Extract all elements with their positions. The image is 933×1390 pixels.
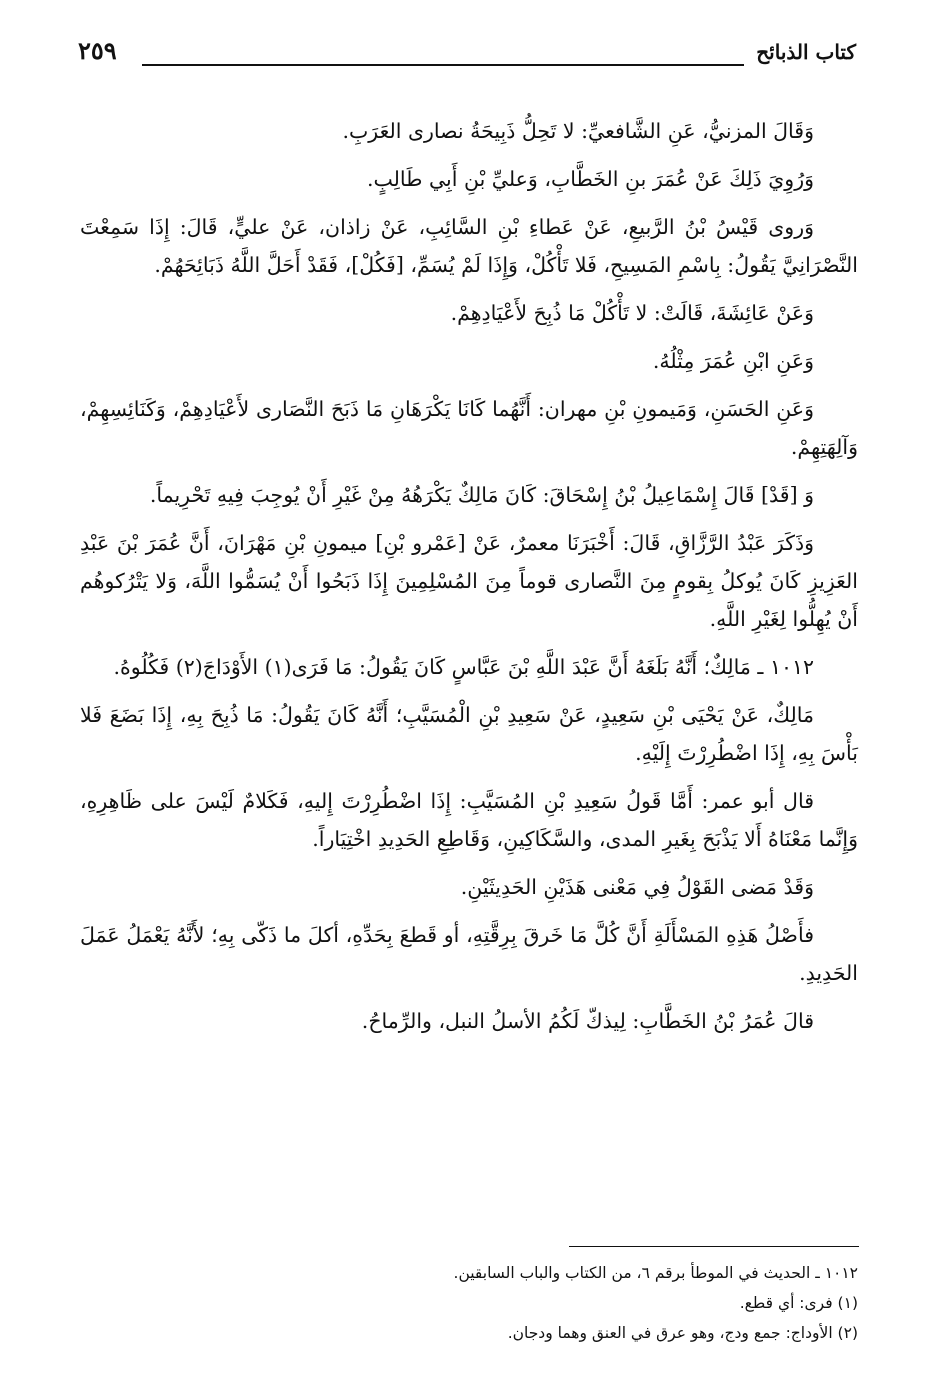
running-header [78,36,856,76]
paragraph: وَعَنِ الحَسَنِ، وَمَيمونِ بْنِ مهران: أَنَّهُما كَانَا يَكْرَهَانِ مَا ذَبَحَ النَّصَارى لأَعْيَادِهِمْ، وَكَنَائِسِهِمْ، وَآلِهَتِهِمْ. [80,397,858,459]
paragraph: وَذَكَرَ عَبْدُ الرَّزَّاقِ، قَالَ: أَخْبَرَنَا معمرٌ، عَنْ [عَمْرو بْنِ] ميمونِ بْنِ مَهْرَانَ، أَنَّ عُمَرَ بْنَ عَبْدِ العَزِيزِ كَانَ يُوكلُ بِقومٍ مِنَ النَّصارى قوماً مِنَ المُسْلِمِينَ إِذَا ذَبَحُوا أَنْ يُسَمُّوا اللَّهَ، وَلا يَتْرُكوهُم أَنْ يُهِلُّوا لِغَيْرِ اللَّهِ. [80,531,858,631]
footnote-rule [569,1246,859,1247]
main-text [80,112,858,1050]
chapter-title: كتاب الذبائح [756,40,856,64]
paragraph: فأَصْلُ هَذِهِ المَسْأَلَةِ أَنَّ كُلَّ مَا خَرقَ بِرِقَّتِهِ، أو قَطعَ بِحَدِّهِ، أكلَ ما ذَكّى بِهِ؛ لأَنَّهُ يَعْمَلُ عَمَلَ الحَدِيدِ. [80,923,858,985]
footnote: (٢) الأوداج: جمع ودج، وهو عرق في العنق وهما ودجان. [507,1324,858,1342]
page-number: ٢٥٩ [78,36,117,65]
paragraph: مَالِكٌ، عَنْ يَحْيَى بْنِ سَعِيدٍ، عَنْ سَعِيدِ بْنِ الْمُسَيَّبِ؛ أَنَّهُ كَانَ يَقُولُ: مَا ذُبِحَ بِهِ، إِذَا بَضَعَ فَلا بَأْسَ بِهِ، إِذَا اضْطُرِرْتَ إِلَيْهِ. [80,703,858,765]
commentary-paragraph: قال أبو عمر: أَمَّا قَولُ سَعِيدِ بْنِ المُسَيَّبِ: إِذَا اضْطُرِرْتَ إِليهِ، فَكَلامٌ لَيْسَ على ظَاهِرِهِ، وَإِنَّما مَعْنَاهُ أَلا يَذْبَحَ بِغَيرِ المدى، والسَّكَاكِينِ، وَقَاطِعِ الحَدِيدِ اخْتِيَاراً. [80,789,858,851]
paragraph: وَ [قَدْ] قَالَ إِسْمَاعِيلُ بْنُ إِسْحَاقَ: كَانَ مَالِكٌ يَكْرَهُهُ مِنْ غَيْرِ أَنْ يُوجِبَ فِيهِ تَحْرِيماً. [149,483,814,507]
hadith-paragraph: ١٠١٢ ـ مَالِكٌ؛ أَنَّهُ بَلَغَهُ أَنَّ عَبْدَ اللَّهِ بْنَ عَبَّاسٍ كَانَ يَقُولُ: مَا فَرَى(١) الأَوْدَاجَ(٢) فَكُلُوهُ. [113,655,814,679]
paragraph: وَقَالَ المزنيُّ، عَنِ الشَّافعيِّ: لا تَحِلُّ ذَبِيحَةُ نصارى العَرَبِ. [342,119,814,143]
footnote: ١٠١٢ ـ الحديث في الموطأ برقم ٦، من الكتاب والباب السابقين. [453,1264,858,1282]
footnote: (١) فرى: أي قطع. [739,1294,858,1312]
footnotes [80,1258,858,1348]
paragraph: قالَ عُمَرُ بْنُ الخَطَّابِ: لِيذكّ لَكُمُ الأسلُ النبل، والرِّماحُ. [361,1009,814,1033]
header-rule [142,64,744,66]
paragraph: وَعَنِ ابْنِ عُمَرَ مِثْلُهُ. [652,349,814,373]
paragraph: وَرُوِيَ ذَلِكَ عَنْ عُمَرَ بنِ الخَطَّابِ، وَعليِّ بْنِ أَبِي طَالِبٍ. [367,167,814,191]
paragraph: وَعَنْ عَائِشَةَ، قَالَتْ: لا تَأْكُلْ مَا ذُبِحَ لأَعْيَادِهِمْ. [450,301,814,325]
paragraph: وَروى قَيْسُ بْنُ الرَّبيعِ، عَنْ عَطاءِ بْنِ السَّائِبِ، عَنْ زاذان، عَنْ عليٍّ، قَالَ: إِذَا سَمِعْتَ النَّصْرَانِيَّ يَقُولُ: بِاسْمِ المَسِيحِ، فَلا تَأْكُلْ، وَإِذَا لَمْ يُسَمِّ، [فَكُلْ]، فَقَدْ أَحَلَّ اللَّهُ ذَبَائِحَهُمْ. [80,215,858,277]
paragraph: وَقَدْ مَضى القَوْلُ فِي مَعْنى هَذَيْنِ الحَدِيثَيْنِ. [460,875,814,899]
